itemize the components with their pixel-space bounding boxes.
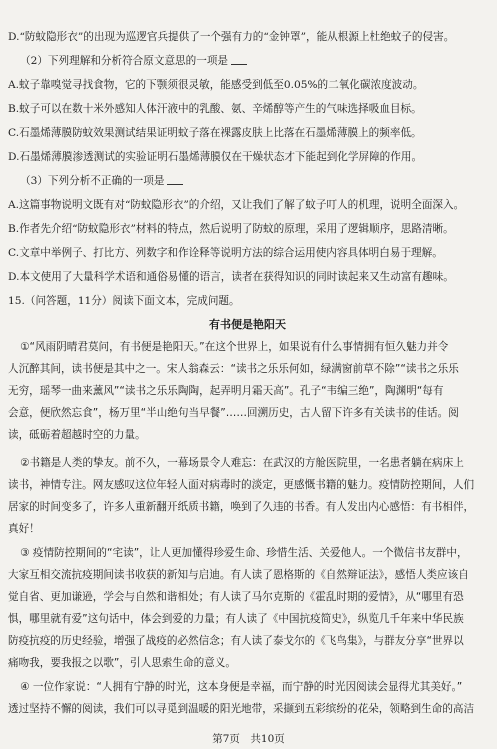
text-line: ③ 疫情防控期间的“宅读”，让人更加懂得珍爱生命、珍惜生活、关爱他人。一个微信书友群中， bbox=[20, 547, 468, 559]
text-line: A.这篇事物说明文既有对“防蚊隐形衣”的介绍，又让我们了解了蚊子叮人的机理，说明全面深入。 bbox=[8, 199, 465, 211]
text-line: 透过坚持不懈的阅读，我们可以寻觅到温暖的阳光地带，采撷到五彩缤纷的花朵，领略到生命的高洁 bbox=[8, 703, 475, 715]
text-line: 15.（问答题，11分）阅读下面文本，完成问题。 bbox=[8, 295, 240, 307]
text-line: C.文章中举例子、打比方、列数字和作诠释等说明方法的综合运用使内容具体明白易于理解。 bbox=[8, 247, 443, 259]
answer-blank bbox=[231, 54, 247, 65]
text-line: 觉自省、更加谦逊，学会与自然和谐相处；有人读了马尔克斯的《霍乱时期的爱情》，从“哪里有恐 bbox=[8, 591, 464, 603]
text-line: 人沉醉其间，读书便是其中之一。宋人翁森云：“读书之乐乐何如，绿满窗前草不除”“读书之乐乐 bbox=[8, 363, 459, 375]
text-line: 会意，便欣然忘食”，杨万里“半山绝句当早餐”……回溯历史，古人留下许多有关读书的佳话。阅 bbox=[8, 407, 459, 419]
text-line: 无穷，瑶琴一曲来薰风”“读书之乐乐陶陶，起弄明月霜天高”。孔子“韦编三绝”，陶渊明“每有 bbox=[8, 385, 444, 397]
text-line: D.石墨烯薄膜渗透测试的实验证明石墨烯薄膜仅在干燥状态才下能起到化学屏障的作用。 bbox=[8, 151, 423, 163]
text-line: 读，砥砺着超越时空的力量。 bbox=[8, 429, 146, 441]
text-line: B.作者先介绍“防蚊隐形衣”材料的特点，然后说明了防蚊的原理，采用了逻辑顺序，思路清晰。 bbox=[8, 223, 454, 235]
text-line: ①“风雨阴晴君莫问，有书便是艳阳天。”在这个世界上，如果说有什么事情拥有恒久魅力并令 bbox=[20, 341, 449, 353]
text-line: A.蚊子靠嗅觉寻找食物，它的下颚须很灵敏，能感受到低至0.05%的二氧化碳浓度波动。 bbox=[8, 79, 424, 91]
text-line: B.蚊子可以在数十米外感知人体汗液中的乳酸、氨、辛烯醇等产生的气味选择吸血目标。 bbox=[8, 103, 422, 115]
text-line: 读书，神情专注。网友感叹这位年轻人面对病毒时的淡定，更感慨书籍的魅力。疫情防控期间，人们 bbox=[8, 479, 475, 491]
text-line: 居家的时间变多了，许多人重新翻开纸质书籍，唤到了久违的书香。有人发出内心感悟：有书相伴， bbox=[8, 501, 475, 513]
text-line: D.本文使用了大量科学术语和通俗易懂的语言，读者在获得知识的同时读起来又生动富有趣味。 bbox=[8, 271, 454, 283]
text-line: ②书籍是人类的挚友。前不久，一幕场景令人难忘：在武汉的方舱医院里，一名患者躺在病床上 bbox=[20, 457, 464, 469]
text-line: 防疫抗疫的历史经验，增强了战疫的必然信念；有人读了泰戈尔的《飞鸟集》，与群友分享“世界以 bbox=[8, 635, 464, 647]
text-line: D.“防蚊隐形衣”的出现为巡逻官兵提供了一个强有力的“金钟罩”，能从根源上杜绝蚊子的侵害。 bbox=[8, 31, 455, 43]
text-line: 大家互相交流抗疫期间读书收获的新知与启迪。有人读了恩格斯的《自然辩证法》，感悟人类应该自 bbox=[8, 569, 469, 581]
page-footer: 第7页 共10页 bbox=[212, 733, 285, 745]
text-line: 有书便是艳阳天 bbox=[209, 318, 286, 331]
text-line: C.石墨烯薄膜防蚊效果测试结果证明蚊子落在裸露皮肤上比落在石墨烯薄膜上的频率低。 bbox=[8, 127, 422, 139]
text-line: （2）下列理解和分析符合原文意思的一项是 bbox=[20, 54, 487, 68]
text-line: （3）下列分析不正确的一项是 bbox=[20, 174, 487, 188]
answer-blank bbox=[167, 174, 183, 185]
text-line: ④ 一位作家说：“人拥有宁静的时光，这本身便是幸福，而宁静的时光因阅读会显得尤其美好。” bbox=[20, 681, 463, 693]
text-line: 痛吻我，要我报之以歌”，引人思索生命的意义。 bbox=[8, 657, 236, 669]
text-line: 真好！ bbox=[8, 523, 40, 535]
text-line: 惧，哪里就有爱”这句话中，体会到爱的力量；有人读了《中国抗疫简史》，纵览几千年来中华民族 bbox=[8, 613, 464, 625]
